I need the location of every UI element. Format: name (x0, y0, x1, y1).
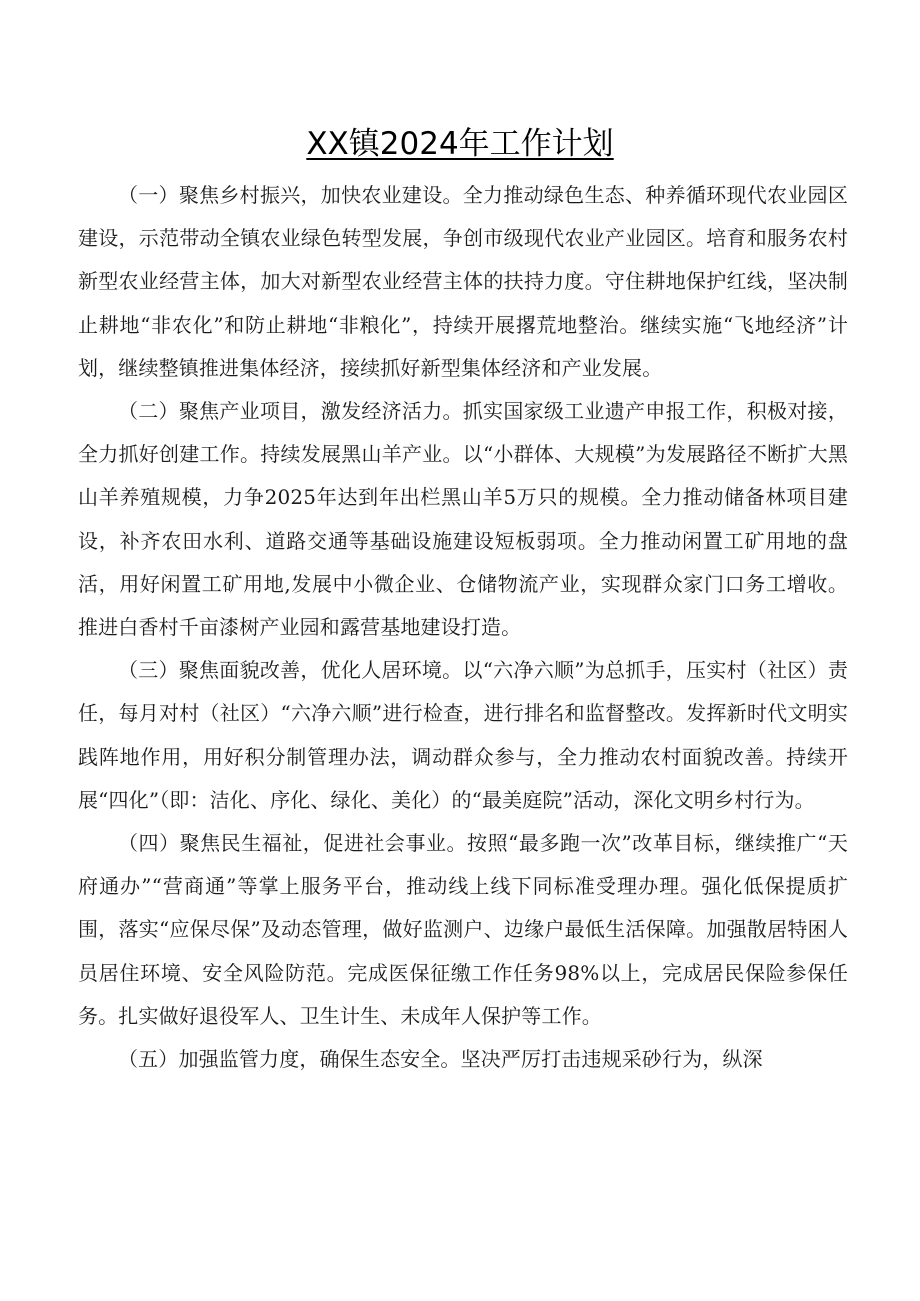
paragraph-environment: （三）聚焦面貌改善，优化人居环境。以“六净六顺”为总抓手，压实村（社区）责任，每月对村（社区）“六净六顺”进行检查，进行排名和监督整改。发挥新时代文明实践阵地作用，用好积分制管理办法，调动群众参与，全力推动农村面貌改善。持续开展“四化”（即：洁化、序化、绿化、美化）的“最美庭院”活动，深化文明乡村行为。 (78, 658, 848, 812)
paragraph-industry: （二）聚焦产业项目，激发经济活力。抓实国家级工业遗产申报工作，积极对接，全力抓好创建工作。持续发展黑山羊产业。以“小群体、大规模”为发展路径不断扩大黑山羊养殖规模，力争2025年达到年出栏黑山羊5万只的规模。全力推动储备林项目建设，补齐农田水利、道路交通等基础设施建设短板弱项。全力推动闲置工矿用地的盘活，用好闲置工矿用地,发展中小微企业、仓储物流产业，实现群众家门口务工增收。推进白香村千亩漆树产业园和露营基地建设打造。 (78, 399, 848, 640)
document-title: XX镇2024年工作计划 (306, 126, 614, 162)
paragraph-agriculture: （一）聚焦乡村振兴，加快农业建设。全力推动绿色生态、种养循环现代农业园区建设，示范带动全镇农业绿色转型发展，争创市级现代农业产业园区。培育和服务农村新型农业经营主体，加大对新型农业经营主体的扶持力度。守住耕地保护红线，坚决制止耕地“非农化”和防止耕地“非粮化”，持续开展撂荒地整治。继续实施“飞地经济”计划，继续整镇推进集体经济，接续抓好新型集体经济和产业发展。 (78, 183, 848, 380)
document-body (78, 174, 848, 1081)
paragraph-supervision: （五）加强监管力度，确保生态安全。坚决严厉打击违规采砂行为，纵深 (118, 1047, 763, 1072)
paragraph-livelihood: （四）聚焦民生福祉，促进社会事业。按照“最多跑一次”改革目标，继续推广“天府通办”“营商通”等掌上服务平台，推动线上线下同标准受理办理。强化低保提质扩围，落实“应保尽保”及动态管理，做好监测户、边缘户最低生活保障。加强散居特困人员居住环境、安全风险防范。完成医保征缴工作任务98%以上，完成居民保险参保任务。扎实做好退役军人、卫生计生、未成年人保护等工作。 (78, 831, 848, 1028)
